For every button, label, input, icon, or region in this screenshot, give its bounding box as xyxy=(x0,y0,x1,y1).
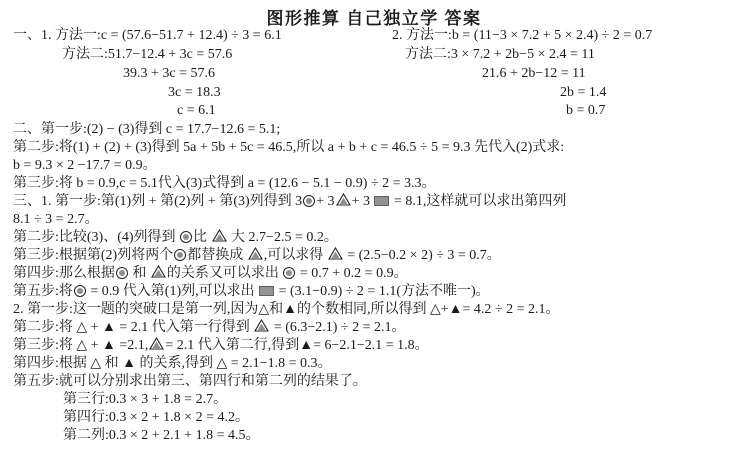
circle-dot-icon xyxy=(116,267,128,279)
text-run: 第二步:将(1) + (2) + (3)得到 5a + 5b + 5c = 46.5,所以 a + b + c = 46.5 ÷ 5 = 9.3 先代入(2)式求: xyxy=(13,140,565,155)
circle-dot-icon xyxy=(283,267,295,279)
text-run: 二、第一步:(2) − (3)得到 c = 17.7−12.6 = 5.1; xyxy=(13,122,281,137)
nested-triangle-icon xyxy=(328,247,343,260)
sec3-q1-step5 xyxy=(0,283,748,302)
text-run: 39.3 + 3c = 57.6 xyxy=(123,66,216,81)
text-run: 一、1. 方法一:c = (57.6−51.7 + 12.4) ÷ 3 = 6.1 xyxy=(13,28,282,43)
sec3-q2-row3-result xyxy=(0,391,748,410)
text-run: 21.6 + 2b−12 = 11 xyxy=(482,66,586,81)
sec1-work-row-2 xyxy=(0,84,748,103)
text-run: 2b = 1.4 xyxy=(560,85,607,100)
text-run: 第三行:0.3 × 3 + 1.8 = 2.7。 xyxy=(63,392,228,407)
sec3-q2-step4 xyxy=(0,355,748,374)
text-run: b = 9.3 × 2 −17.7 = 0.9。 xyxy=(13,158,157,173)
sec3-q1-step3 xyxy=(0,247,748,266)
text-run: 三、1. 第一步:第(1)列 + 第(2)列 + 第(3)列得到 3 + 3 + 3 = 8.1,这样就可以求出第四列 xyxy=(13,194,567,209)
text-run: 第三步:将 b = 0.9,c = 5.1代入(3)式得到 a = (12.6 − 5.1 − 0.9) ÷ 2 = 3.3。 xyxy=(13,176,436,191)
circle-dot-icon xyxy=(180,231,192,243)
text-run: 第四步:那么根据 和 的关系又可以求出 = 0.7 + 0.2 = 0.9。 xyxy=(13,266,408,281)
circle-dot-icon xyxy=(74,285,86,297)
text-run: 8.1 ÷ 3 = 2.7。 xyxy=(13,212,99,227)
text-run: 第二列:0.3 × 2 + 2.1 + 1.8 = 4.5。 xyxy=(63,428,260,443)
page-title: 图形推算 自己独立学 答案 xyxy=(266,9,482,28)
sec1-work-row-1 xyxy=(0,65,748,84)
gray-square-icon xyxy=(259,286,274,296)
circle-dot-icon xyxy=(303,195,315,207)
text-run: 方法二:3 × 7.2 + 2b−5 × 2.4 = 11 xyxy=(405,47,595,62)
text-run: 第二步:比较(3)、(4)列得到 比 大 2.7−2.5 = 0.2。 xyxy=(13,230,338,245)
circle-dot-icon xyxy=(174,249,186,261)
nested-triangle-icon xyxy=(212,229,227,242)
sec3-q2-step1 xyxy=(0,301,748,320)
sec2-step2-cont xyxy=(0,157,748,176)
nested-triangle-icon xyxy=(149,337,164,350)
text-run: 第五步:将 = 0.9 代入第(1)列,可以求出 = (3.1−0.9) ÷ 2 = 1.1(方法不唯一)。 xyxy=(13,284,490,299)
text-run: c = 6.1 xyxy=(177,103,216,118)
sec3-q2-step3 xyxy=(0,337,748,356)
sec3-q1-step2 xyxy=(0,229,748,248)
sec2-step1 xyxy=(0,121,748,140)
nested-triangle-icon xyxy=(248,247,263,260)
sec3-q2-step2 xyxy=(0,319,748,338)
text-run: 2. 方法一:b = (11−3 × 7.2 + 5 × 2.4) ÷ 2 = 0.7 xyxy=(392,28,653,43)
text-run: b = 0.7 xyxy=(566,103,606,118)
sec1-work-row-3 xyxy=(0,102,748,121)
sec3-q1-step4 xyxy=(0,265,748,284)
nested-triangle-icon xyxy=(336,193,351,206)
sec3-q1-step1-cont xyxy=(0,211,748,230)
text-run: 3c = 18.3 xyxy=(168,85,221,100)
nested-triangle-icon xyxy=(254,319,269,332)
sec3-q2-step5 xyxy=(0,373,748,392)
text-run: 2. 第一步:这一题的突破口是第一列,因为△和▲的个数相同,所以得到 △+▲= 4.2 ÷ 2 = 2.1。 xyxy=(13,302,560,317)
sec2-step3 xyxy=(0,175,748,194)
text-run: 方法二:51.7−12.4 + 3c = 57.6 xyxy=(62,47,233,62)
sec3-q2-col2-result xyxy=(0,427,748,446)
text-run: 第四步:根据 △ 和 ▲ 的关系,得到 △ = 2.1−1.8 = 0.3。 xyxy=(13,356,332,371)
text-run: 第五步:就可以分别求出第三、第四行和第二列的结果了。 xyxy=(13,374,367,389)
sec1-method2-row xyxy=(0,46,748,65)
text-run: 第四行:0.3 × 2 + 1.8 × 2 = 4.2。 xyxy=(63,410,249,425)
gray-square-icon xyxy=(374,196,389,206)
text-run: 第三步:将 △ + ▲ =2.1, = 2.1 代入第二行,得到▲= 6−2.1−2.1 = 1.8。 xyxy=(13,338,429,353)
sec2-step2 xyxy=(0,139,748,158)
sec1-method1-row xyxy=(0,27,748,46)
nested-triangle-icon xyxy=(151,265,166,278)
text-run: 第三步:根据第(2)列将两个 都替换成 ,可以求得 = (2.5−0.2 × 2) ÷ 3 = 0.7。 xyxy=(13,248,501,263)
text-run: 第二步:将 △ + ▲ = 2.1 代入第一行得到 = (6.3−2.1) ÷ 2 = 2.1。 xyxy=(13,320,406,335)
sec3-q1-step1 xyxy=(0,193,748,212)
sec3-q2-row4-result xyxy=(0,409,748,428)
